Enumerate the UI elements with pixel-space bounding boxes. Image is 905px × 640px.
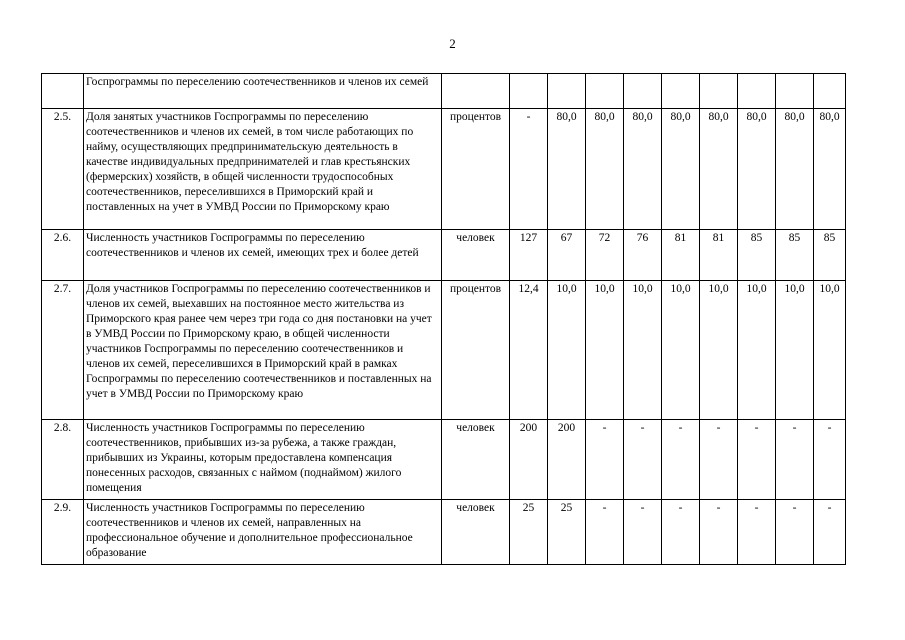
- indicator-unit: человек: [442, 500, 510, 565]
- indicator-description: Доля участников Госпрограммы по переселению соотечественников и членов их семей, выехавших на постоянное место жительства из Приморского края ранее чем через три года со дня постановки на учет в УМВД России по Приморскому краю, в общей численности участников Госпрограммы по переселению соотечественников и членов их семей, переселившихся в Приморский край в рамках Госпрограммы по переселению соотечественников и поставленных на учет в УМВД России по Приморскому краю: [84, 281, 442, 420]
- table-row: [42, 281, 846, 420]
- row-number: 2.8.: [42, 420, 84, 500]
- row-number: 2.6.: [42, 230, 84, 281]
- indicator-value: 10,0: [662, 281, 700, 420]
- indicator-value: -: [510, 109, 548, 230]
- indicator-value: 10,0: [776, 281, 814, 420]
- indicator-description: Численность участников Госпрограммы по переселению соотечественников, прибывших из-за рубежа, а также граждан, прибывших из Украины, которым предоставлена компенсация понесенных расходов, связанных с наймом (поднаймом) жилого помещения: [84, 420, 442, 500]
- indicator-value: 80,0: [776, 109, 814, 230]
- indicator-value: 80,0: [814, 109, 846, 230]
- indicator-value: 80,0: [700, 109, 738, 230]
- table-body: [42, 74, 846, 565]
- indicator-unit: процентов: [442, 109, 510, 230]
- indicator-unit: человек: [442, 420, 510, 500]
- indicator-unit: человек: [442, 230, 510, 281]
- indicator-value: 200: [510, 420, 548, 500]
- indicator-value: [548, 74, 586, 109]
- indicator-value: 85: [738, 230, 776, 281]
- indicator-value: -: [586, 500, 624, 565]
- indicator-value: 80,0: [586, 109, 624, 230]
- indicator-value: 72: [586, 230, 624, 281]
- indicator-description: Доля занятых участников Госпрограммы по переселению соотечественников и членов их семей, в том числе работающих по найму, осуществляющих предпринимательскую деятельность в качестве индивидуальных предпринимателей и глав крестьянских (фермерских) хозяйств, в общей численности трудоспособных соотечественников, переселившихся в Приморский край и поставленных на учет в УМВД России по Приморскому краю: [84, 109, 442, 230]
- indicator-value: -: [662, 420, 700, 500]
- indicator-value: -: [700, 420, 738, 500]
- indicator-value: 10,0: [586, 281, 624, 420]
- indicator-value: -: [776, 500, 814, 565]
- indicator-unit: процентов: [442, 281, 510, 420]
- table-row: [42, 109, 846, 230]
- indicator-description: Численность участников Госпрограммы по переселению соотечественников и членов их семей, имеющих трех и более детей: [84, 230, 442, 281]
- indicator-value: 76: [624, 230, 662, 281]
- indicator-value: -: [814, 500, 846, 565]
- indicator-value: [776, 74, 814, 109]
- indicator-value: [624, 74, 662, 109]
- table-row: [42, 74, 846, 109]
- indicator-value: 10,0: [700, 281, 738, 420]
- table-row: [42, 230, 846, 281]
- indicator-value: 25: [510, 500, 548, 565]
- indicator-value: 81: [662, 230, 700, 281]
- indicator-value: -: [662, 500, 700, 565]
- indicator-value: [510, 74, 548, 109]
- row-number: [42, 74, 84, 109]
- indicator-value: 10,0: [814, 281, 846, 420]
- indicator-value: 127: [510, 230, 548, 281]
- indicator-unit: [442, 74, 510, 109]
- page-number: 2: [449, 36, 456, 51]
- indicator-value: 10,0: [738, 281, 776, 420]
- indicator-value: 85: [776, 230, 814, 281]
- indicator-value: -: [624, 500, 662, 565]
- indicator-value: 25: [548, 500, 586, 565]
- indicator-value: [662, 74, 700, 109]
- indicator-value: 85: [814, 230, 846, 281]
- indicator-value: [586, 74, 624, 109]
- indicator-value: -: [776, 420, 814, 500]
- indicator-description: Численность участников Госпрограммы по переселению соотечественников и членов их семей, направленных на профессиональное обучение и дополнительное профессиональное образование: [84, 500, 442, 565]
- table-row: [42, 420, 846, 500]
- indicator-value: -: [738, 500, 776, 565]
- indicator-value: -: [700, 500, 738, 565]
- indicator-value: 80,0: [624, 109, 662, 230]
- row-number: 2.5.: [42, 109, 84, 230]
- indicator-value: 80,0: [662, 109, 700, 230]
- indicator-value: 80,0: [738, 109, 776, 230]
- indicator-value: [738, 74, 776, 109]
- indicators-table: [41, 73, 846, 565]
- indicator-value: 200: [548, 420, 586, 500]
- row-number: 2.9.: [42, 500, 84, 565]
- indicator-value: [700, 74, 738, 109]
- table-row: [42, 500, 846, 565]
- indicator-value: -: [586, 420, 624, 500]
- indicator-description: Госпрограммы по переселению соотечественников и членов их семей: [84, 74, 442, 109]
- indicator-value: 10,0: [548, 281, 586, 420]
- indicator-value: -: [814, 420, 846, 500]
- indicator-value: -: [738, 420, 776, 500]
- indicator-value: -: [624, 420, 662, 500]
- indicator-value: 10,0: [624, 281, 662, 420]
- indicator-value: 12,4: [510, 281, 548, 420]
- row-number: 2.7.: [42, 281, 84, 420]
- indicator-value: 80,0: [548, 109, 586, 230]
- indicator-value: 81: [700, 230, 738, 281]
- indicator-value: [814, 74, 846, 109]
- indicator-value: 67: [548, 230, 586, 281]
